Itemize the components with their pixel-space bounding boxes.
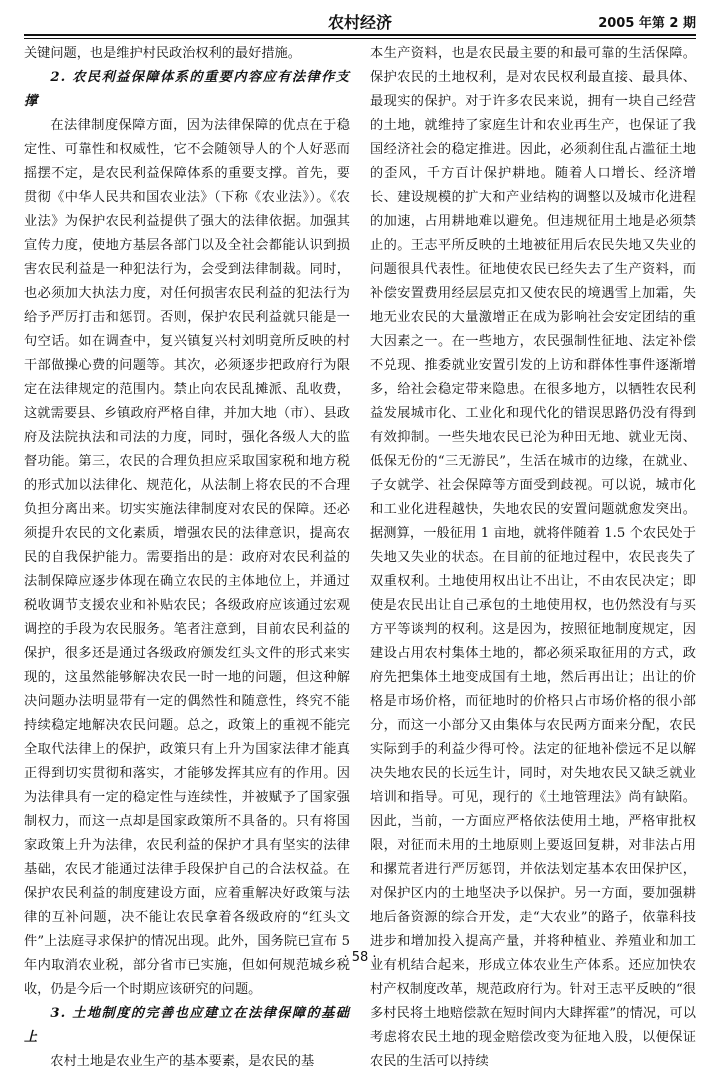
header-rule-thin xyxy=(24,38,696,39)
body-paragraph: 在法律制度保障方面，因为法律保障的优点在于稳定性、可靠性和权威性，它不会随领导人的个人好恶而摇摆不定，是农民利益保障体系的重要支撑。首先，要贯彻《中华人民共和国农业法》（下称《农业法》）。《农业法》为保护农民利益提供了强大的法律依据。加强其宣传力度，使地方基层各部门以及全社会都能认识到损害农民利益是一种犯法行为，会受到法律制裁。同时，也必须加大执法力度，对任何损害农民利益的犯法行为给予严厉打击和惩罚。否则，保护农民利益就只能是一句空话。如在调查中，复兴镇复兴村刘明竟所反映的村干部做操心费的问题等。其次，必须逐步把政府行为限定在法律规定的范围内。禁止向农民乱摊派、乱收费，这就需要县、乡镇政府严格自律，并加大地（市）、县政府及法院执法和司法的力度，同时，强化各级人大的监督功能。第三，农民的合理负担应采取国家税和地方税的形式加以法律化、规范化，从法制上将农民的不合理负担分离出来。切实实施法律制度对农民的保障。还必须提升农民的文化素质，增强农民的法律意识，提高农民的自我保护能力。需要指出的是：政府对农民利益的法制保障应逐步体现在确立农民的主体地位上，并通过税收调节支援农业和补贴农民；各级政府应该通过宏观调控的手段为农民服务。笔者注意到，目前农民利益的保护，很多还是通过各级政府颁发红头文件的形式来实现的，这虽然能够解决农民一时一地的问题，但这种解决问题办法明显带有一定的偶然性和随意性，终究不能持续稳定地解决农民问题。总之，政策上的重视不能完全取代法律上的保护，政策只有上升为国家法律才能真正得到切实贯彻和落实，才能够发挥其应有的作用。因为法律具有一定的稳定性与连续性，并被赋予了国家强制权力，而这一点却是国家政策所不具备的。只有将国家政策上升为法律，农民利益的保护才具有坚实的法律基础，农民才能通过法律手段保护自己的合法权益。在保护农民利益的制度建设方面，应着重解决好政策与法律的互补问题，决不能让农民拿着各级政府的“红头文件”上法庭寻求保护的情况出现。此外，国务院已宣布 5 年内取消农业税，部分省市已实施，但如何规范城乡税收，仍是今后一个时期应该研究的问题。 xyxy=(24,118,350,997)
intro-paragraph: 关键问题，也是维护村民政治权利的最好措施。 xyxy=(24,46,301,61)
header-rule xyxy=(24,34,696,36)
left-column xyxy=(24,42,350,1074)
right-column xyxy=(370,42,696,1074)
body-paragraph: 本生产资料，也是农民最主要的和最可靠的生活保障。保护农民的土地权利，是对农民权利最直接、最具体、最现实的保护。对于许多农民来说，拥有一块自己经营的土地，就维持了家庭生计和农业再生产，也保证了我国经济社会的稳定推进。因此，必须刹住乱占滥征土地的歪风，千方百计保护耕地。随着人口增长、经济增长、建设规模的扩大和产业结构的调整以及城市化进程的加速，占用耕地难以避免。但违规征用土地是必须禁止的。王志平所反映的土地被征用后农民失地又失业的问题很具代表性。征地使农民已经失去了生产资料，而补偿安置费用经层层克扣又使农民的境遇雪上加霜，失地无业农民的大量激增正在成为影响社会安定团结的重大因素之一。在一些地方，农民强制性征地、法定补偿不兑现、推委就业安置引发的上访和群体性事件逐渐增多，给社会稳定带来隐患。在很多地方，以牺牲农民利益发展城市化、工业化和现代化的错误思路仍没有得到有效抑制。一些失地农民已沦为种田无地、就业无岗、低保无份的“三无游民”，生活在城市的边缘，在就业、子女就学、社会保障等方面受到歧视。可以说，城市化和工业化进程越快，失地农民的安置问题就愈发突出。据测算，一般征用 1 亩地，就将伴随着 1.5 个农民处于失地又失业的状态。在目前的征地过程中，农民丧失了双重权利。土地使用权出让不出让，不由农民决定；即使是农民出让自己承包的土地使用权，也仍然没有与买方平等谈判的权利。这是因为，按照征地制度规定，因建设占用农村集体土地的，都必须采取征用的方式，政府先把集体土地变成国有土地，然后再出让；出让的价格是市场价格，而征地时的价格只占市场价格的很小部分，而这一小部分又由集体与农民两方面来分配，农民实际到手的利益少得可怜。法定的征地补偿远不足以解决失地农民的长远生计，同时，对失地农民又缺乏就业培训和指导。可见，现行的《土地管理法》尚有缺陷。因此，当前，一方面应严格依法使用土地，严格审批权限，对征而未用的土地原则上要返回复耕，对非法占用和摞荒者进行严厉惩罚，并依法划定基本农田保护区，对保护区内的土地坚决予以保护。另一方面，要加强耕地后备资源的综合开发，走“大农业”的路子，依靠科技进步和增加投入提高产量，并将种植业、养殖业和加工业有机结合起来，形成立体农业生产体系。还应加快农村产权制度改革，规范政府行为。针对王志平反映的“很多村民将土地赔偿款在短时间内大肆挥霍”的情况，可以考虑将农民土地的现金赔偿改变为征地入股，以便保证农民的生活可以持续 xyxy=(370,46,696,1069)
page-number: · 58 · xyxy=(343,950,377,965)
section-heading-3: 3. 土地制度的完善也应建立在法律保障的基础上 xyxy=(24,1006,350,1045)
page-header xyxy=(24,6,696,34)
issue-label: 2005 年第 2 期 xyxy=(598,16,696,31)
section-heading-2: 2. 农民利益保障体系的重要内容应有法律作支撑 xyxy=(24,70,350,109)
body-paragraph: 农村土地是农业生产的基本要素，是农民的基 xyxy=(50,1054,315,1069)
journal-title: 农村经济 xyxy=(327,13,392,32)
